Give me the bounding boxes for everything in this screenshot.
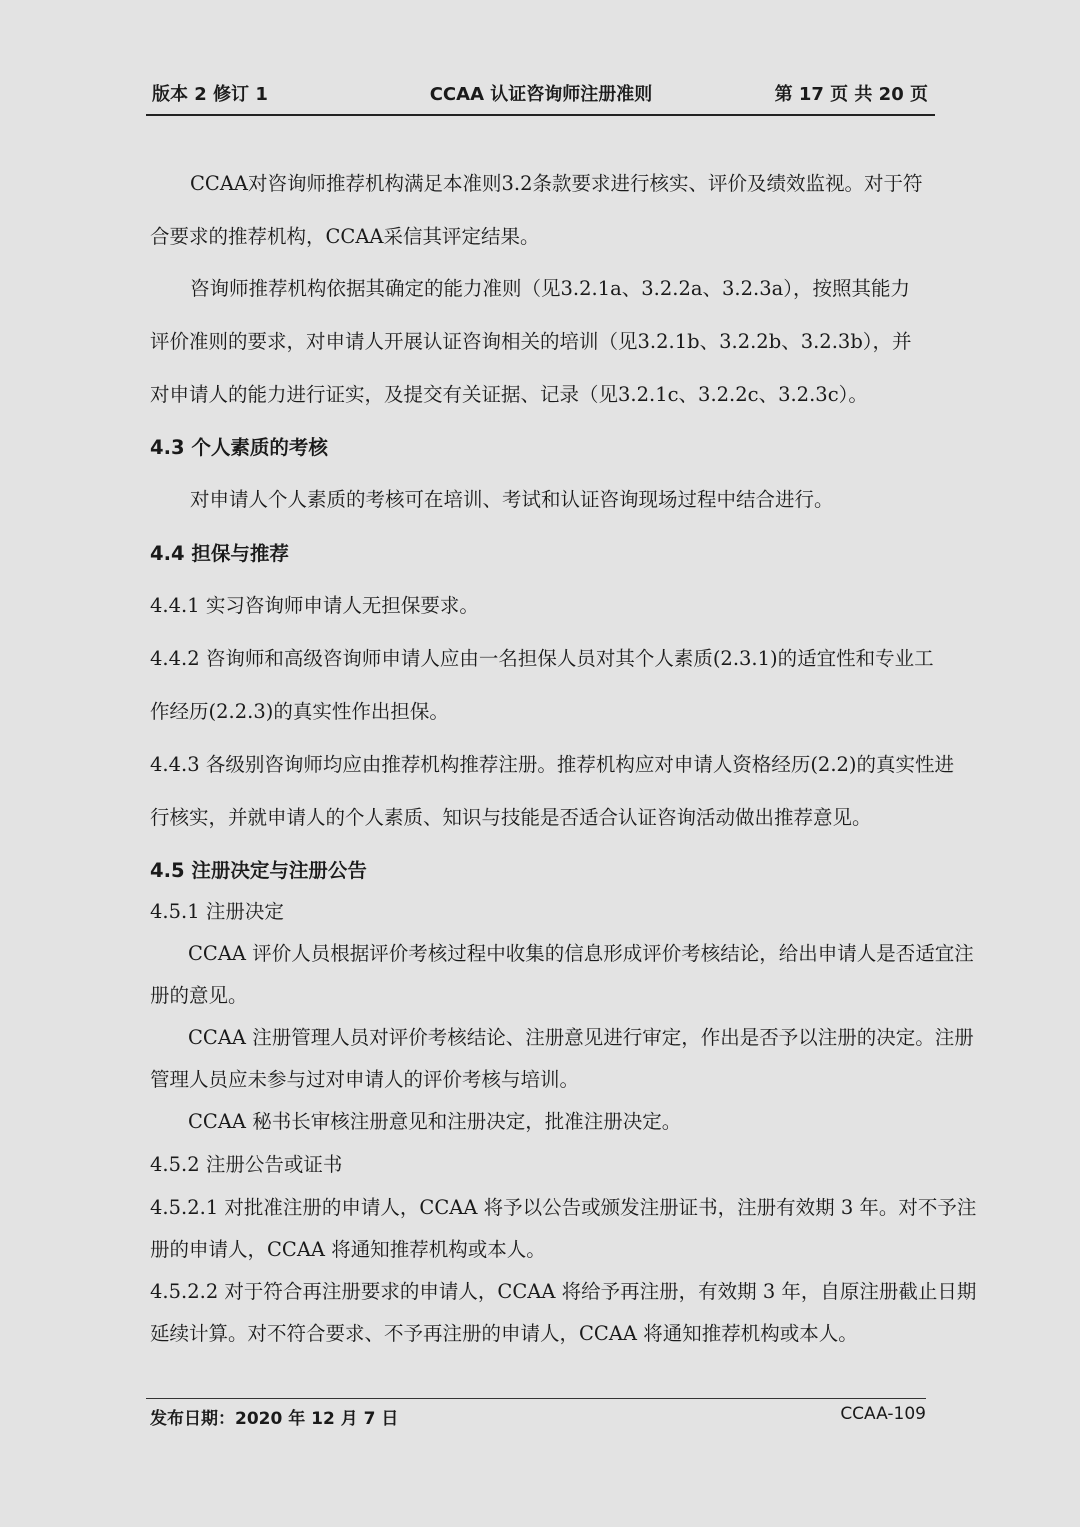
page-header: [148, 76, 934, 112]
text-line: 册的意见。: [150, 984, 248, 1007]
section-heading-4-4: 4.4 担保与推荐: [150, 542, 289, 565]
text-line: 对申请人的能力进行证实，及提交有关证据、记录（见3.2.1c、3.2.2c、3.2.3c）。: [150, 383, 868, 406]
text-line: 4.4.3 各级别咨询师均应由推荐机构推荐注册。推荐机构应对申请人资格经历(2.2)的真实性进: [150, 753, 955, 776]
text-line: 作经历(2.2.3)的真实性作出担保。: [150, 700, 449, 723]
text-line: 4.5.2.1 对批准注册的申请人，CCAA 将予以公告或颁发注册证书，注册有效期 3 年。对不予注: [150, 1196, 977, 1219]
text-line: 合要求的推荐机构，CCAA采信其评定结果。: [150, 225, 540, 248]
text-line: 对申请人个人素质的考核可在培训、考试和认证咨询现场过程中结合进行。: [190, 488, 834, 511]
header-page-info: 第 17 页 共 20 页: [774, 84, 928, 105]
text-line: 4.4.1 实习咨询师申请人无担保要求。: [150, 594, 479, 617]
text-line: 4.5.2 注册公告或证书: [150, 1153, 343, 1176]
section-heading-4-3: 4.3 个人素质的考核: [150, 436, 328, 459]
text-line: 评价准则的要求，对申请人开展认证咨询相关的培训（见3.2.1b、3.2.2b、3.2.3b），并: [150, 330, 912, 353]
text-line: 册的申请人，CCAA 将通知推荐机构或本人。: [150, 1238, 546, 1261]
text-line: 4.5.2.2 对于符合再注册要求的申请人，CCAA 将给予再注册，有效期 3 年，自原注册截止日期: [150, 1280, 977, 1303]
text-line: CCAA对咨询师推荐机构满足本准则3.2条款要求进行核实、评价及绩效监视。对于符: [190, 172, 923, 195]
text-line: 延续计算。对不符合要求、不予再注册的申请人，CCAA 将通知推荐机构或本人。: [150, 1322, 858, 1345]
text-line: 咨询师推荐机构依据其确定的能力准则（见3.2.1a、3.2.2a、3.2.3a），按照其能力: [190, 277, 910, 300]
text-line: 行核实，并就申请人的个人素质、知识与技能是否适合认证咨询活动做出推荐意见。: [150, 806, 872, 829]
header-divider: [146, 114, 935, 116]
footer-divider: [146, 1398, 926, 1399]
text-line: 4.5.1 注册决定: [150, 900, 284, 923]
text-line: 管理人员应未参与过对申请人的评价考核与培训。: [150, 1068, 580, 1091]
page-footer: [150, 1402, 926, 1428]
text-line: CCAA 秘书长审核注册意见和注册决定，批准注册决定。: [188, 1110, 682, 1133]
text-line: CCAA 注册管理人员对评价考核结论、注册意见进行审定，作出是否予以注册的决定。注册: [188, 1026, 974, 1049]
text-line: 4.4.2 咨询师和高级咨询师申请人应由一名担保人员对其个人素质(2.3.1)的适宜性和专业工: [150, 647, 934, 670]
footer-publish-date: 发布日期：2020 年 12 月 7 日: [150, 1409, 399, 1429]
header-version: 版本 2 修订 1: [152, 84, 268, 105]
section-heading-4-5: 4.5 注册决定与注册公告: [150, 859, 367, 882]
footer-doc-code: CCAA-109: [840, 1404, 926, 1424]
header-title: CCAA 认证咨询师注册准则: [429, 84, 653, 105]
text-line: CCAA 评价人员根据评价考核过程中收集的信息形成评价考核结论，给出申请人是否适宜注: [188, 942, 974, 965]
